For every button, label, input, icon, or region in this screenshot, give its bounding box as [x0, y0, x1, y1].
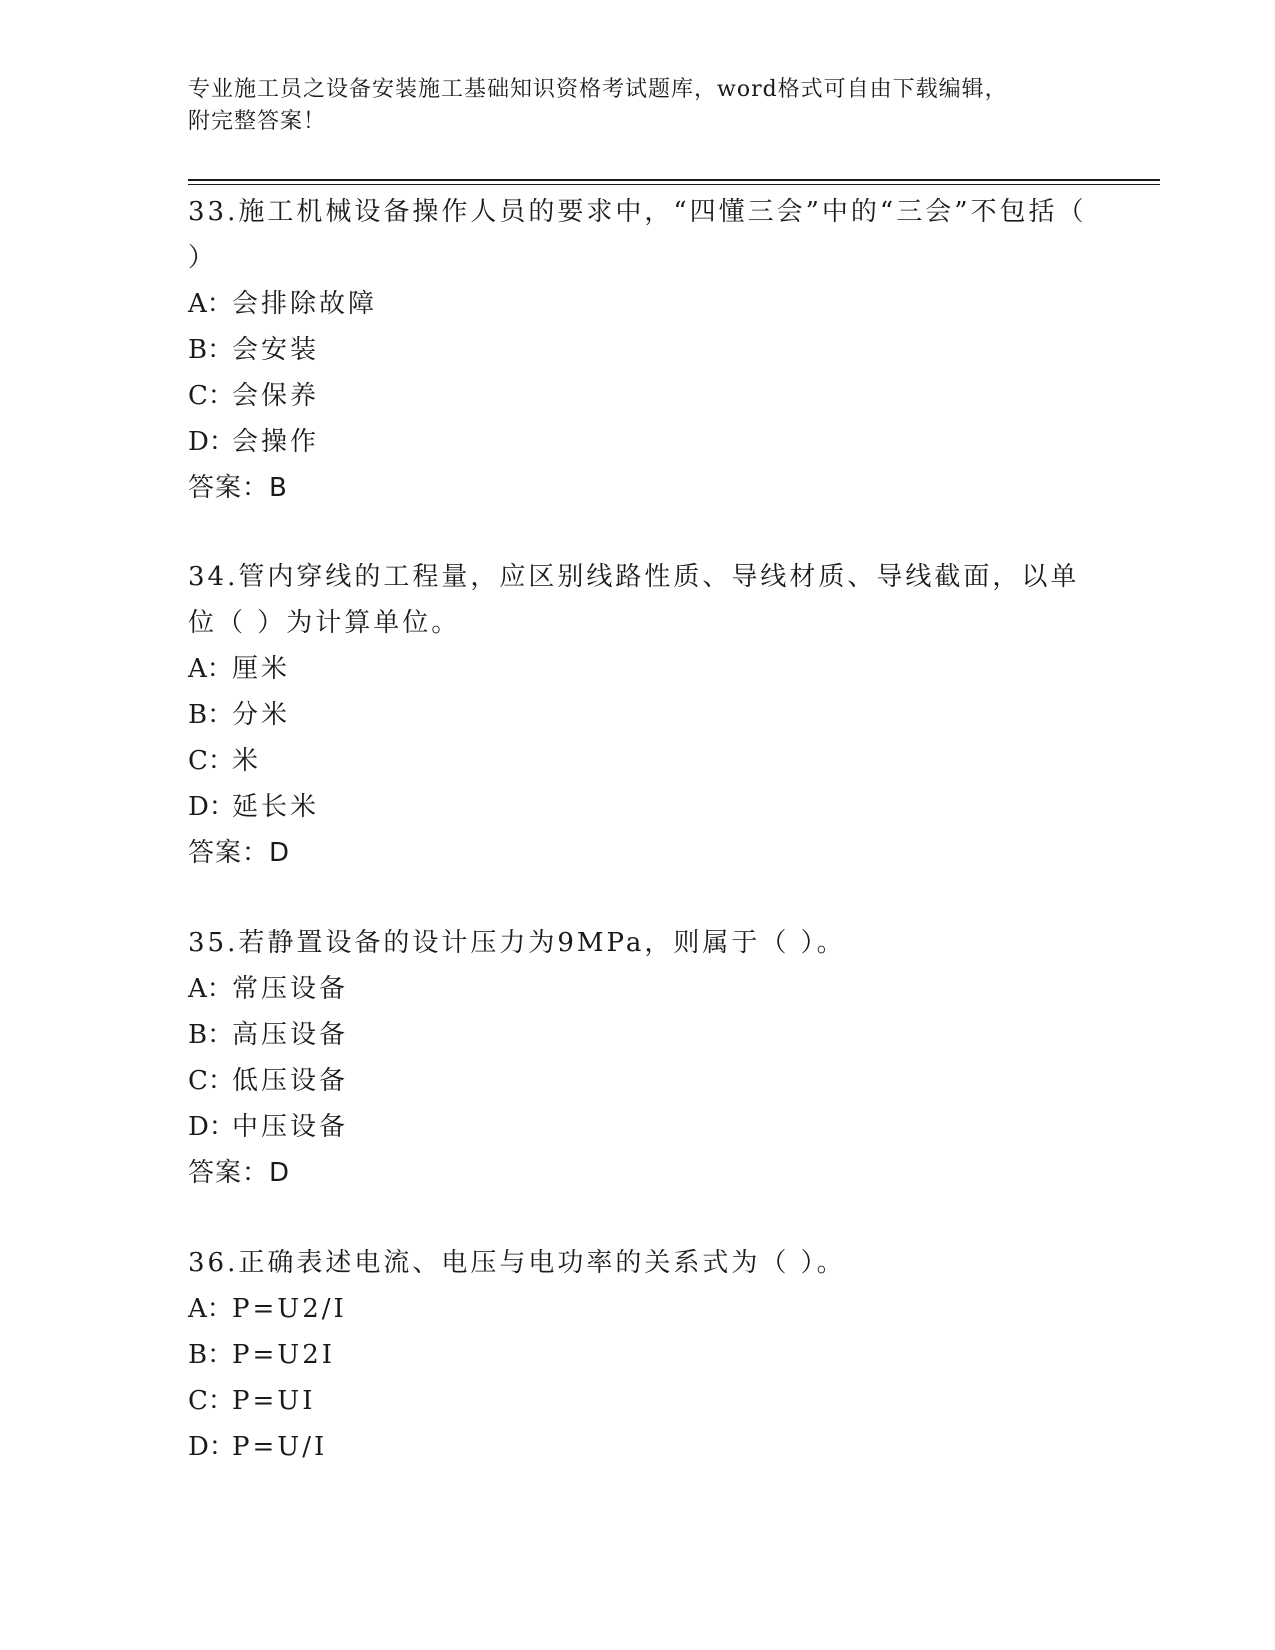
option-key: A： [188, 289, 233, 319]
header-line-2: 附完整答案！ [188, 109, 327, 134]
option-b [188, 1332, 1088, 1378]
option-text: 高压设备 [232, 1020, 349, 1050]
answer-line: 答案：B [188, 473, 288, 503]
question-35 [188, 920, 1088, 1196]
option-a [188, 646, 1088, 692]
option-text: 会排除故障 [232, 289, 378, 319]
option-d [188, 1424, 1088, 1470]
option-text: P=UI [232, 1386, 316, 1416]
question-36 [188, 1240, 1088, 1470]
option-key: C： [188, 381, 234, 411]
option-c [188, 373, 1088, 419]
option-text: 常压设备 [232, 974, 349, 1004]
question-stem: 34.管内穿线的工程量，应区别线路性质、导线材质、导线截面，以单位（ ）为计算单位。 [188, 562, 1080, 638]
option-c [188, 1378, 1088, 1424]
question-stem: 36.正确表述电流、电压与电功率的关系式为（ ）。 [188, 1248, 846, 1278]
option-key: C： [188, 1066, 234, 1096]
option-text: P=U/I [232, 1432, 328, 1462]
option-key: C： [188, 746, 234, 776]
option-key: A： [188, 974, 233, 1004]
option-c [188, 1058, 1088, 1104]
question-33 [188, 189, 1088, 511]
option-text: 延长米 [232, 792, 320, 822]
option-text: 低压设备 [232, 1066, 349, 1096]
option-b [188, 327, 1088, 373]
header-line-1: 专业施工员之设备安装施工基础知识资格考试题库，word格式可自由下载编辑， [188, 77, 1008, 102]
option-text: 厘米 [232, 654, 291, 684]
header-divider-thick [188, 179, 1160, 181]
option-text: 会保养 [232, 381, 320, 411]
option-key: B： [188, 1340, 234, 1370]
option-c [188, 738, 1088, 784]
option-text: 会操作 [232, 427, 320, 457]
option-d [188, 419, 1088, 465]
option-text: 米 [232, 746, 262, 776]
option-key: A： [188, 1294, 233, 1324]
question-stem: 35.若静置设备的设计压力为9MPa，则属于（ ）。 [188, 928, 846, 958]
option-d [188, 784, 1088, 830]
option-a [188, 281, 1088, 327]
option-text: P=U2/I [232, 1294, 347, 1324]
header-divider-thin [188, 184, 1160, 185]
option-key: D： [188, 1112, 235, 1142]
document-header [188, 74, 1088, 138]
option-text: 分米 [232, 700, 291, 730]
answer-line: 答案：D [188, 838, 291, 868]
option-a [188, 966, 1088, 1012]
option-text: P=U2I [232, 1340, 336, 1370]
option-key: A： [188, 654, 233, 684]
option-b [188, 1012, 1088, 1058]
option-key: B： [188, 335, 234, 365]
question-34 [188, 554, 1088, 876]
option-b [188, 692, 1088, 738]
option-key: B： [188, 1020, 234, 1050]
option-key: B： [188, 700, 234, 730]
option-text: 中压设备 [232, 1112, 349, 1142]
option-text: 会安装 [232, 335, 320, 365]
option-key: D： [188, 1432, 235, 1462]
option-key: C： [188, 1386, 234, 1416]
option-key: D： [188, 792, 235, 822]
option-key: D： [188, 427, 235, 457]
question-stem: 33.施工机械设备操作人员的要求中，“四懂三会”中的“三会”不包括（ ） [188, 197, 1087, 273]
option-a [188, 1286, 1088, 1332]
option-d [188, 1104, 1088, 1150]
answer-line: 答案：D [188, 1158, 291, 1188]
